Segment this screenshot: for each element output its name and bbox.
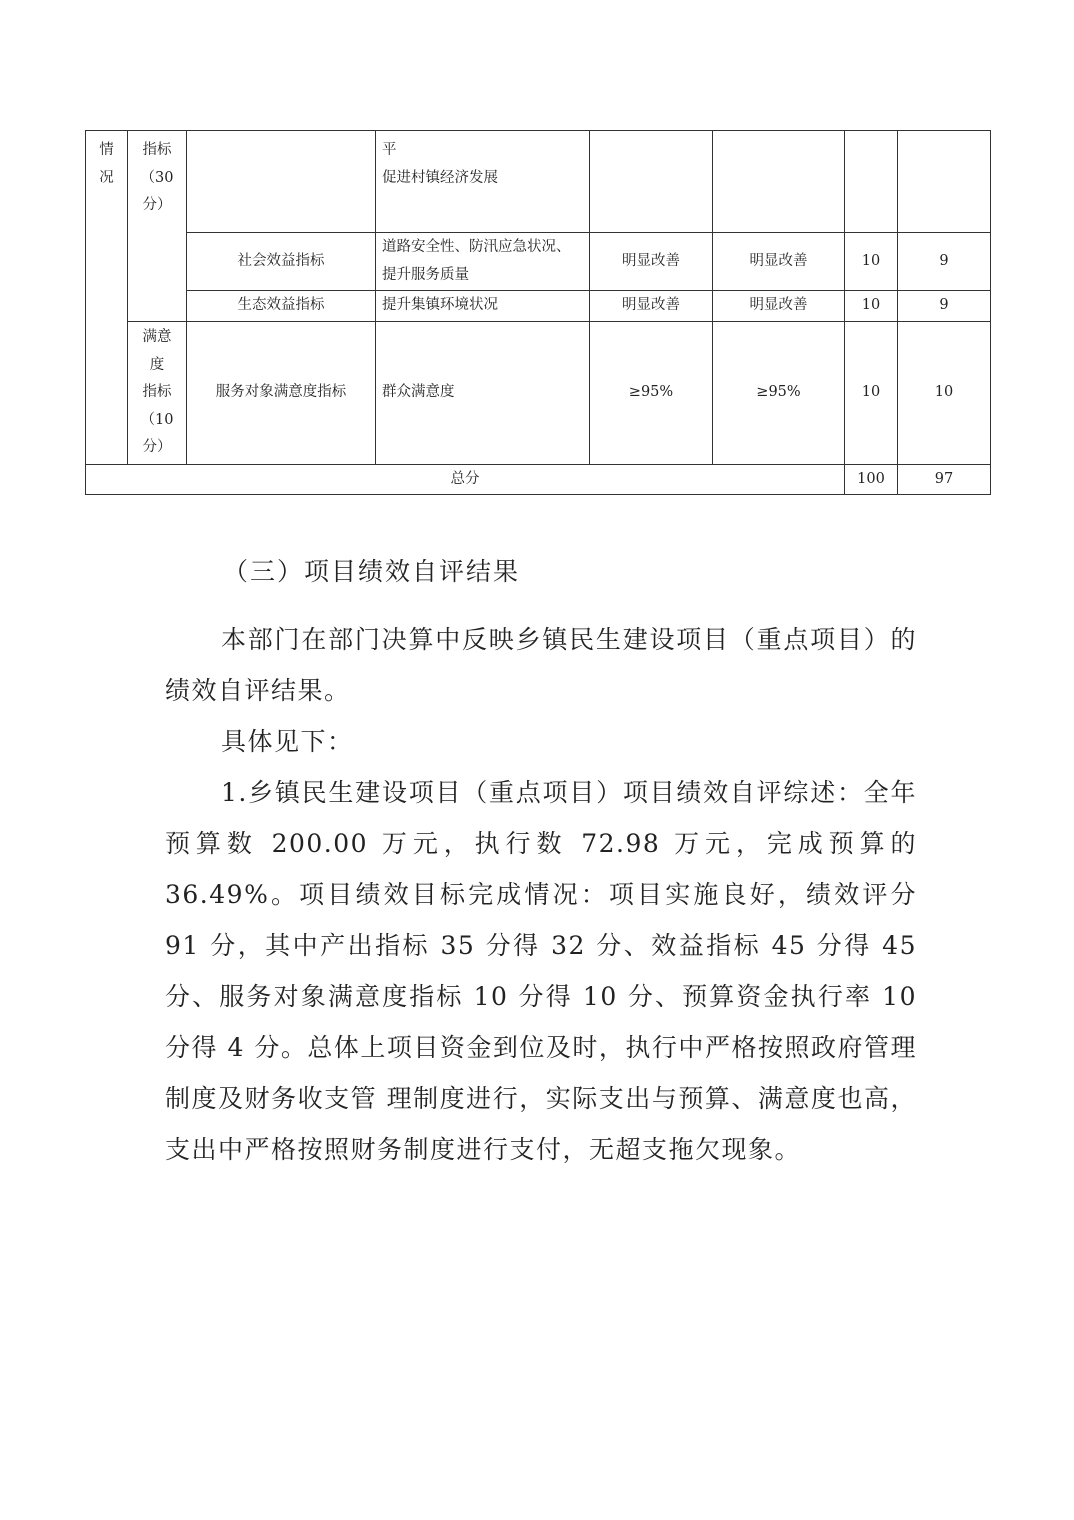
- content-cell: 提升集镇环境状况: [376, 291, 590, 322]
- table-row: [86, 322, 991, 465]
- cell-text: 促进村镇经济发展: [382, 169, 498, 186]
- category-cell-satisfaction: [128, 322, 187, 465]
- cell-text: 情: [99, 142, 114, 158]
- actual-cell: [713, 131, 845, 233]
- cell-text: （30: [140, 169, 174, 186]
- paragraph-see-below: 具体见下：: [221, 727, 354, 756]
- table-row: [86, 233, 991, 291]
- cell-text: 指标: [142, 384, 172, 401]
- cell-text: 况: [99, 169, 114, 186]
- content-cell: 道路安全性、防汛应急状况、提升服务质量: [376, 233, 590, 291]
- category-cell-situation: [86, 131, 128, 465]
- cell-text: 满意: [142, 329, 172, 346]
- score-cell: 9: [898, 233, 991, 291]
- section-heading: （三）项目绩效自评结果: [223, 557, 521, 586]
- cell-text: （10: [140, 411, 174, 428]
- indicator-cell: 社会效益指标: [187, 233, 376, 291]
- target-cell: [590, 131, 713, 233]
- weight-cell: 10: [845, 291, 898, 322]
- target-cell: 明显改善: [590, 291, 713, 322]
- paragraph-summary: 1.乡镇民生建设项目（重点项目）项目绩效自评综述：全年预算数 200.00 万元，执行数 72.98 万元，完成预算的 36.49%。项目绩效目标完成情况：项目实施良好，绩效评分 91 分，其中产出指标 35 分得 32 分、效益指标 45 分得 45 分、服务对象满意度指标 10 分得 10 分、预算资金执行率 10 分得 4 分。总体上项目资金到位及时，执行中严格按照政府管理制度及财务收支管 理制度进行，实际支出与预算、满意度也高，支出中严格按照财务制度进行支付，无超支拖欠现象。: [165, 778, 917, 1164]
- weight-cell: [845, 131, 898, 233]
- actual-cell: ≥95%: [713, 322, 845, 465]
- table-row-total: [86, 465, 991, 495]
- table-row: [86, 291, 991, 322]
- cell-text: 分）: [142, 439, 172, 456]
- table-row: [86, 131, 991, 233]
- target-cell: ≥95%: [590, 322, 713, 465]
- content-cell: [376, 131, 590, 233]
- cell-text: 指标: [142, 142, 172, 158]
- score-cell: 10: [898, 322, 991, 465]
- weight-cell: 10: [845, 233, 898, 291]
- performance-table: [85, 130, 991, 495]
- weight-cell: 10: [845, 322, 898, 465]
- total-score-cell: 97: [898, 465, 991, 495]
- paragraph-intro: 本部门在部门决算中反映乡镇民生建设项目（重点项目）的绩效自评结果。: [165, 625, 917, 705]
- indicator-cell: 生态效益指标: [187, 291, 376, 322]
- actual-cell: 明显改善: [713, 291, 845, 322]
- content-cell: 群众满意度: [376, 322, 590, 465]
- score-cell: [898, 131, 991, 233]
- category-cell-benefit: [128, 131, 187, 322]
- actual-cell: 明显改善: [713, 233, 845, 291]
- cell-text: 分）: [142, 197, 172, 214]
- target-cell: 明显改善: [590, 233, 713, 291]
- indicator-cell: 服务对象满意度指标: [187, 322, 376, 465]
- total-weight-cell: 100: [845, 465, 898, 495]
- cell-text: 平: [382, 142, 397, 158]
- cell-text: 度: [149, 356, 165, 373]
- indicator-cell: [187, 131, 376, 233]
- score-cell: 9: [898, 291, 991, 322]
- total-label-cell: 总分: [86, 465, 845, 495]
